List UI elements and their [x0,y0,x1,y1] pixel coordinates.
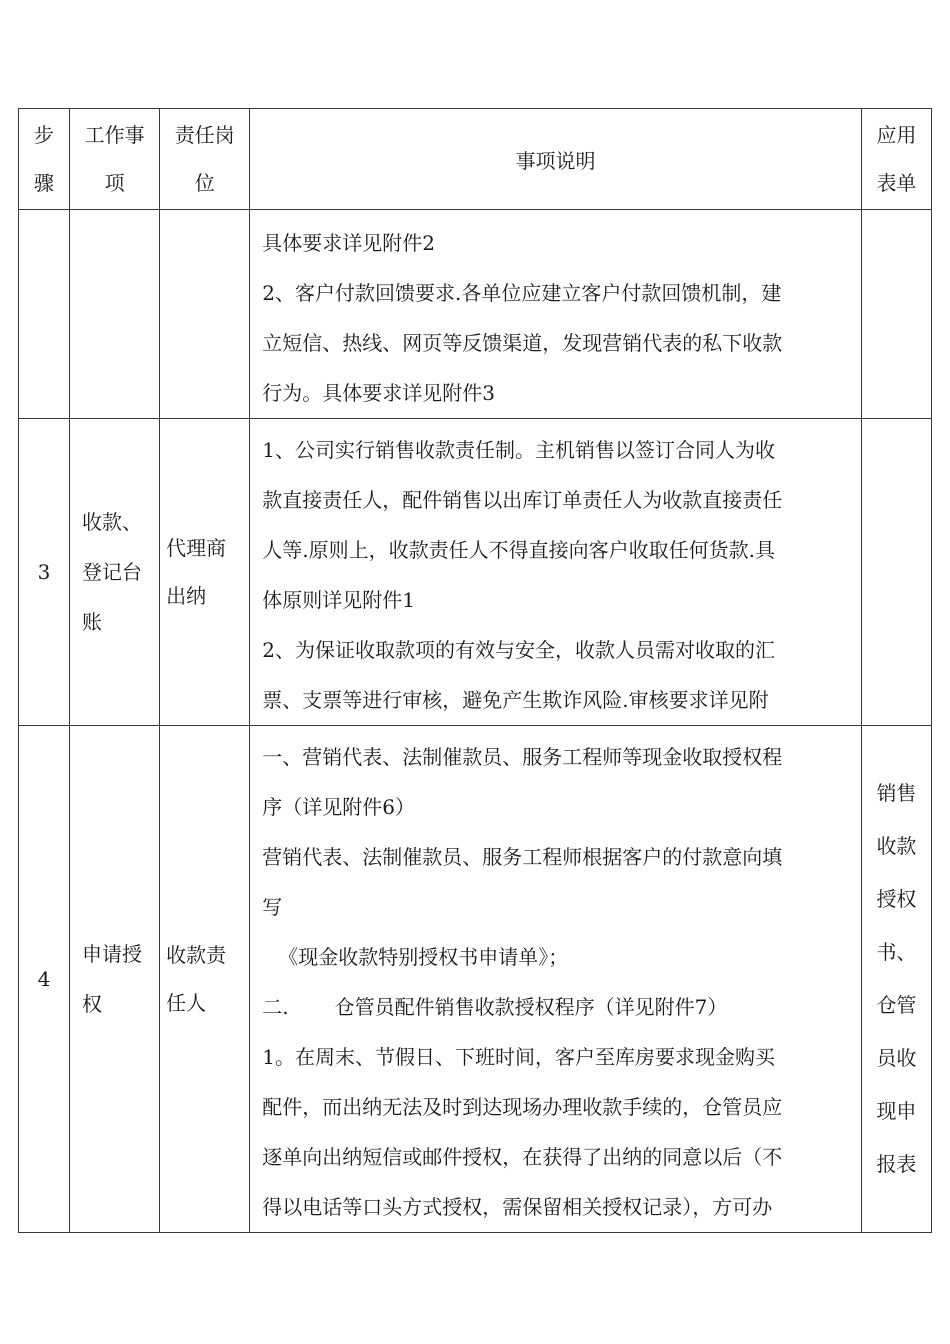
section-title: 仓管员配件销售收款授权程序（详见附件7） [334,995,728,1019]
header-row [19,109,932,210]
form-line: 员收 [876,1046,917,1070]
description-line: 2、客户付款回馈要求.各单位应建立客户付款回馈机制，建 [262,281,782,305]
description-line: 1、公司实行销售收款责任制。主机销售以签订合同人为收 [262,438,775,462]
description-line: 体原则详见附件1 [262,588,415,612]
description-line: 款直接责任人，配件销售以出库订单责任人为收款直接责任 [262,488,783,512]
role-cell [160,419,250,726]
form-line: 现申 [876,1099,917,1123]
description-line: 立短信、热线、网页等反馈渠道，发现营销代表的私下收款 [262,331,783,355]
header-form [861,109,931,210]
description-line: 具体要求详见附件2 [262,231,435,255]
role-line: 任人 [166,991,207,1015]
section-number: 二. [262,995,289,1019]
description-line: 人等.原则上，收款责任人不得直接向客户收取任何货款.具 [262,538,775,562]
item-cell [70,419,160,726]
header-desc-text: 事项说明 [515,148,596,173]
table-row [19,419,932,726]
description-cell [250,419,862,726]
form-line: 仓管 [876,993,917,1017]
form-line: 报表 [876,1152,917,1176]
table-row [19,726,932,1233]
header-step-line2: 骤 [34,171,55,195]
item-line: 权 [82,992,103,1016]
description-line [262,982,853,1032]
description-line: 配件，而出纳无法及时到达现场办理收款手续的，仓管员应 [262,1095,783,1119]
header-role-line1: 责任岗 [174,123,235,147]
form-cell [861,210,931,419]
form-line: 销售 [876,781,917,805]
role-line: 出纳 [166,584,207,608]
header-desc [250,109,862,210]
header-role [160,109,250,210]
form-cell [861,419,931,726]
description-line: 2、为保证收取款项的有效与安全，收款人员需对收取的汇 [262,638,775,662]
form-line: 授权 [876,887,917,911]
description-line: 得以电话等口头方式授权，需保留相关授权记录），方可办 [262,1195,773,1219]
description-cell [250,210,862,419]
item-cell [70,210,160,419]
description-line: 营销代表、法制催款员、服务工程师根据客户的付款意向填 [262,845,783,869]
role-line: 收款责 [166,943,227,967]
header-step [19,109,70,210]
header-form-line2: 表单 [876,171,917,195]
item-line: 收款、 [82,510,143,534]
description-line: 一、营销代表、法制催款员、服务工程师等现金收取授权程 [262,745,783,769]
form-line: 书、 [876,940,917,964]
header-step-line1: 步 [34,123,55,147]
role-line: 代理商 [166,536,227,560]
item-line: 登记台 [82,560,143,584]
role-cell [160,726,250,1233]
step-cell: 3 [19,419,70,726]
description-line: 1。在周末、节假日、下班时间，客户至库房要求现金购买 [262,1045,775,1069]
item-line: 申请授 [82,942,143,966]
item-line: 账 [82,610,103,634]
description-cell [250,726,862,1233]
description-line: 行为。具体要求详见附件3 [262,381,495,405]
description-line: 《现金收款特别授权书申请单》； [278,945,569,969]
role-cell [160,210,250,419]
header-item-line2: 项 [104,171,125,195]
step-cell [19,210,70,419]
description-line: 票、支票等进行审核，避免产生欺诈风险.审核要求详见附 [262,688,769,712]
procedure-table [18,108,932,1233]
header-item [70,109,160,210]
table-row [19,210,932,419]
form-cell [861,726,931,1233]
description-line: 逐单向出纳短信或邮件授权，在获得了出纳的同意以后（不 [262,1145,783,1169]
form-line: 收款 [876,834,917,858]
step-cell: 4 [19,726,70,1233]
description-line: 序（详见附件6） [262,795,415,819]
item-cell [70,726,160,1233]
header-role-line2: 位 [194,171,215,195]
header-item-line1: 工作事 [84,123,145,147]
description-line: 写 [262,895,283,919]
header-form-line1: 应用 [876,123,917,147]
